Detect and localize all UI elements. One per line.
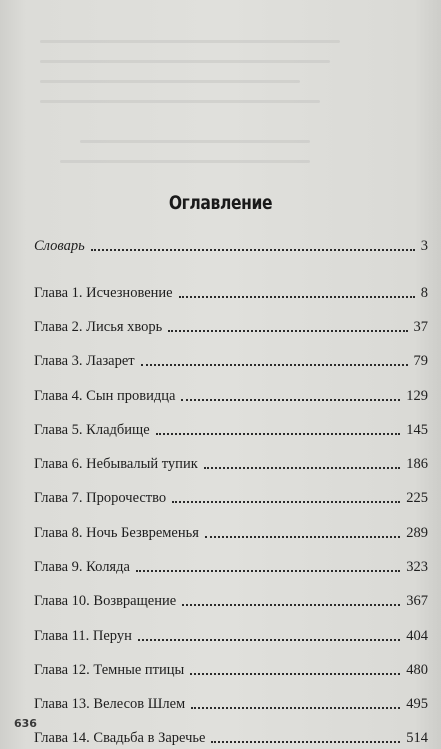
page-number: 636 (14, 717, 37, 730)
toc-entry[interactable] (34, 419, 428, 439)
dot-leader (205, 536, 400, 538)
toc-entry[interactable] (34, 727, 428, 747)
show-through-line (40, 100, 320, 103)
toc-entry-page: 186 (406, 456, 428, 472)
toc-entry-label: Глава 13. Велесов Шлем (34, 696, 186, 712)
show-through-line (40, 40, 340, 43)
toc-entry[interactable] (34, 235, 428, 255)
toc-entry-page: 289 (406, 525, 428, 541)
toc-entry-label: Словарь (34, 238, 85, 254)
toc-entry-label: Глава 10. Возвращение (34, 593, 177, 609)
show-through-line (40, 60, 330, 63)
dot-leader (204, 467, 401, 469)
dot-leader (168, 330, 407, 332)
toc-entry-label: Глава 11. Перун (34, 628, 132, 644)
toc-entry[interactable] (34, 487, 428, 507)
toc-entry[interactable] (34, 316, 428, 336)
show-through-line (80, 140, 310, 143)
toc-entry-label: Глава 6. Небывалый тупик (34, 456, 198, 472)
toc-entry-page: 495 (406, 696, 428, 712)
dot-leader (179, 296, 415, 298)
dot-leader (138, 639, 400, 641)
toc-entry[interactable] (34, 693, 428, 713)
toc-entry-label: Глава 1. Исчезновение (34, 285, 173, 301)
toc-entry-label: Глава 4. Сын провидца (34, 388, 176, 404)
page-title: Оглавление (168, 192, 273, 214)
toc-entry-page: 323 (406, 559, 428, 575)
toc-entry-label: Глава 7. Пророчество (34, 490, 167, 506)
dot-leader (182, 604, 400, 606)
toc-entry-label: Глава 8. Ночь Безвременья (34, 525, 199, 541)
toc-entry-page: 480 (406, 662, 428, 678)
dot-leader (191, 707, 400, 709)
toc-entry-page: 514 (406, 730, 428, 746)
toc-entry-page: 37 (413, 319, 428, 335)
dot-leader (141, 364, 408, 366)
toc-entry-page: 367 (406, 593, 428, 609)
toc-entry-label: Глава 9. Коляда (34, 559, 130, 575)
toc-entry-page: 79 (413, 353, 428, 369)
toc-entry[interactable] (34, 625, 428, 645)
dot-leader (91, 249, 415, 251)
dot-leader (211, 741, 400, 743)
toc-entry-page: 129 (406, 388, 428, 404)
toc-entry-page: 8 (420, 285, 428, 301)
dot-leader (136, 570, 400, 572)
dot-leader (181, 399, 400, 401)
toc-entry[interactable] (34, 385, 428, 405)
toc-entry-page: 3 (420, 238, 428, 254)
dot-leader (172, 501, 400, 503)
toc-entry[interactable] (34, 522, 428, 542)
show-through-line (60, 160, 310, 163)
toc-entry[interactable] (34, 350, 428, 370)
toc-entry-page: 404 (406, 628, 428, 644)
toc-entry-label: Глава 3. Лазарет (34, 353, 135, 369)
toc-entry-page: 225 (406, 490, 428, 506)
dot-leader (190, 673, 400, 675)
toc-entry[interactable] (34, 659, 428, 679)
show-through-line (40, 80, 300, 83)
toc-entry-page: 145 (406, 422, 428, 438)
toc-entry-label: Глава 5. Кладбище (34, 422, 150, 438)
toc-entry[interactable] (34, 453, 428, 473)
toc-entry[interactable] (34, 556, 428, 576)
dot-leader (156, 433, 401, 435)
toc-entry[interactable] (34, 282, 428, 302)
toc-entry-label: Глава 12. Темные птицы (34, 662, 185, 678)
toc-entry[interactable] (34, 590, 428, 610)
toc-entry-label: Глава 14. Свадьба в Заречье (34, 730, 206, 746)
toc-entry-label: Глава 2. Лисья хворь (34, 319, 163, 335)
